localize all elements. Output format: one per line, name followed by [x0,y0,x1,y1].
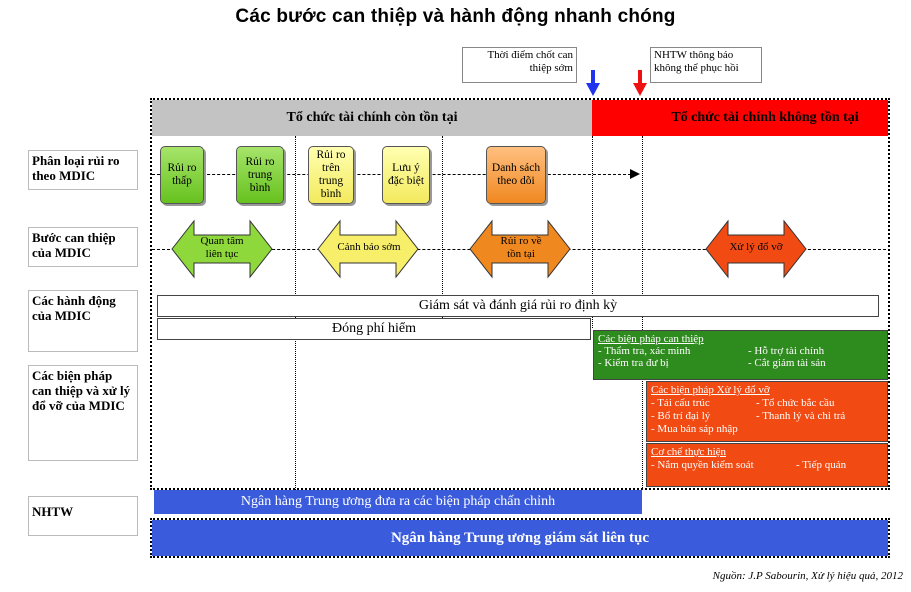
source-note: Nguồn: J.P Sabourin, Xử lý hiệu quả, 2012 [712,570,903,582]
intervention-item: - Thẩm tra, xác minh [598,345,691,357]
intervention-measures-box [593,330,888,380]
intervention-item: - Kiểm tra đư bị [598,357,669,369]
step-label-resolution: Xử lý đổ vỡ [729,241,783,253]
band-surviving: Tổ chức tài chính còn tồn tại [152,100,592,136]
bar-premium: Đóng phí hiểm [157,318,591,340]
blue-marker-arrow-icon [586,70,600,96]
enforcement-item: - Nắm quyền kiểm soát [651,459,754,471]
red-marker-arrow-icon [633,70,647,96]
resolution-heading: Các biện pháp Xử lý đổ vỡ [651,384,770,396]
risk-row-arrowhead-icon [630,169,640,179]
risk-box-special-attention: Lưu ý đặc biệt [382,146,430,204]
row-label-measures: Các biện pháp can thiệp và xử lý đổ vỡ của MDIC [28,365,138,461]
risk-box-above-medium: Rủi ro trên trung bình [308,146,354,204]
enforcement-box [646,443,888,487]
callout-early-intervention: Thời điểm chốt can thiệp sớm [462,47,577,83]
band-transition [592,100,642,136]
row-label-risk: Phân loại rủi ro theo MDIC [28,150,138,190]
resolution-measures-box [646,381,888,442]
row-label-actions: Các hành động của MDIC [28,290,138,352]
resolution-item: - Bổ trí đại lý [651,410,711,422]
intervention-item: - Hỗ trợ tài chính [748,345,825,357]
step-label-continuous: Quan tâm liên tục [200,235,244,260]
bar-monitoring: Giám sát và đánh giá rủi ro định kỳ [157,295,879,317]
row-label-steps: Bước can thiệp của MDIC [28,227,138,267]
enforcement-item: - Tiếp quản [796,459,847,471]
row-label-nhtw: NHTW [28,496,138,536]
resolution-item: - Thanh lý và chi trả [756,410,846,422]
enforcement-heading: Cơ chế thực hiện [651,446,727,458]
diagram-title: Các bước can thiệp và hành động nhanh chóng [235,6,676,27]
risk-box-medium: Rủi ro trung bình [236,146,284,204]
bar-nhtw-corrective: Ngân hàng Trung ương đưa ra các biện pháp chấn chỉnh [154,490,642,514]
step-label-early-warning: Cảnh báo sớm [337,241,401,253]
band-failed: Tổ chức tài chính không tồn tại [642,100,888,136]
callout-nonrecoverable: NHTW thông báo không thể phục hồi [650,47,762,83]
bar-nhtw-supervision: Ngân hàng Trung ương giám sát liên tục [152,520,888,556]
step-label-viability: Rủi ro về tồn tại [500,235,542,260]
resolution-item: - Tái cấu trúc [651,397,710,409]
resolution-item: - Mua bán sáp nhập [651,423,738,435]
risk-box-low: Rủi ro thấp [160,146,204,204]
resolution-item: - Tổ chức bắc cầu [756,397,835,409]
intervention-item: - Cắt giảm tài sản [748,357,826,369]
risk-box-watch-list: Danh sách theo dõi [486,146,546,204]
intervention-heading: Các biện pháp can thiệp [598,333,704,345]
